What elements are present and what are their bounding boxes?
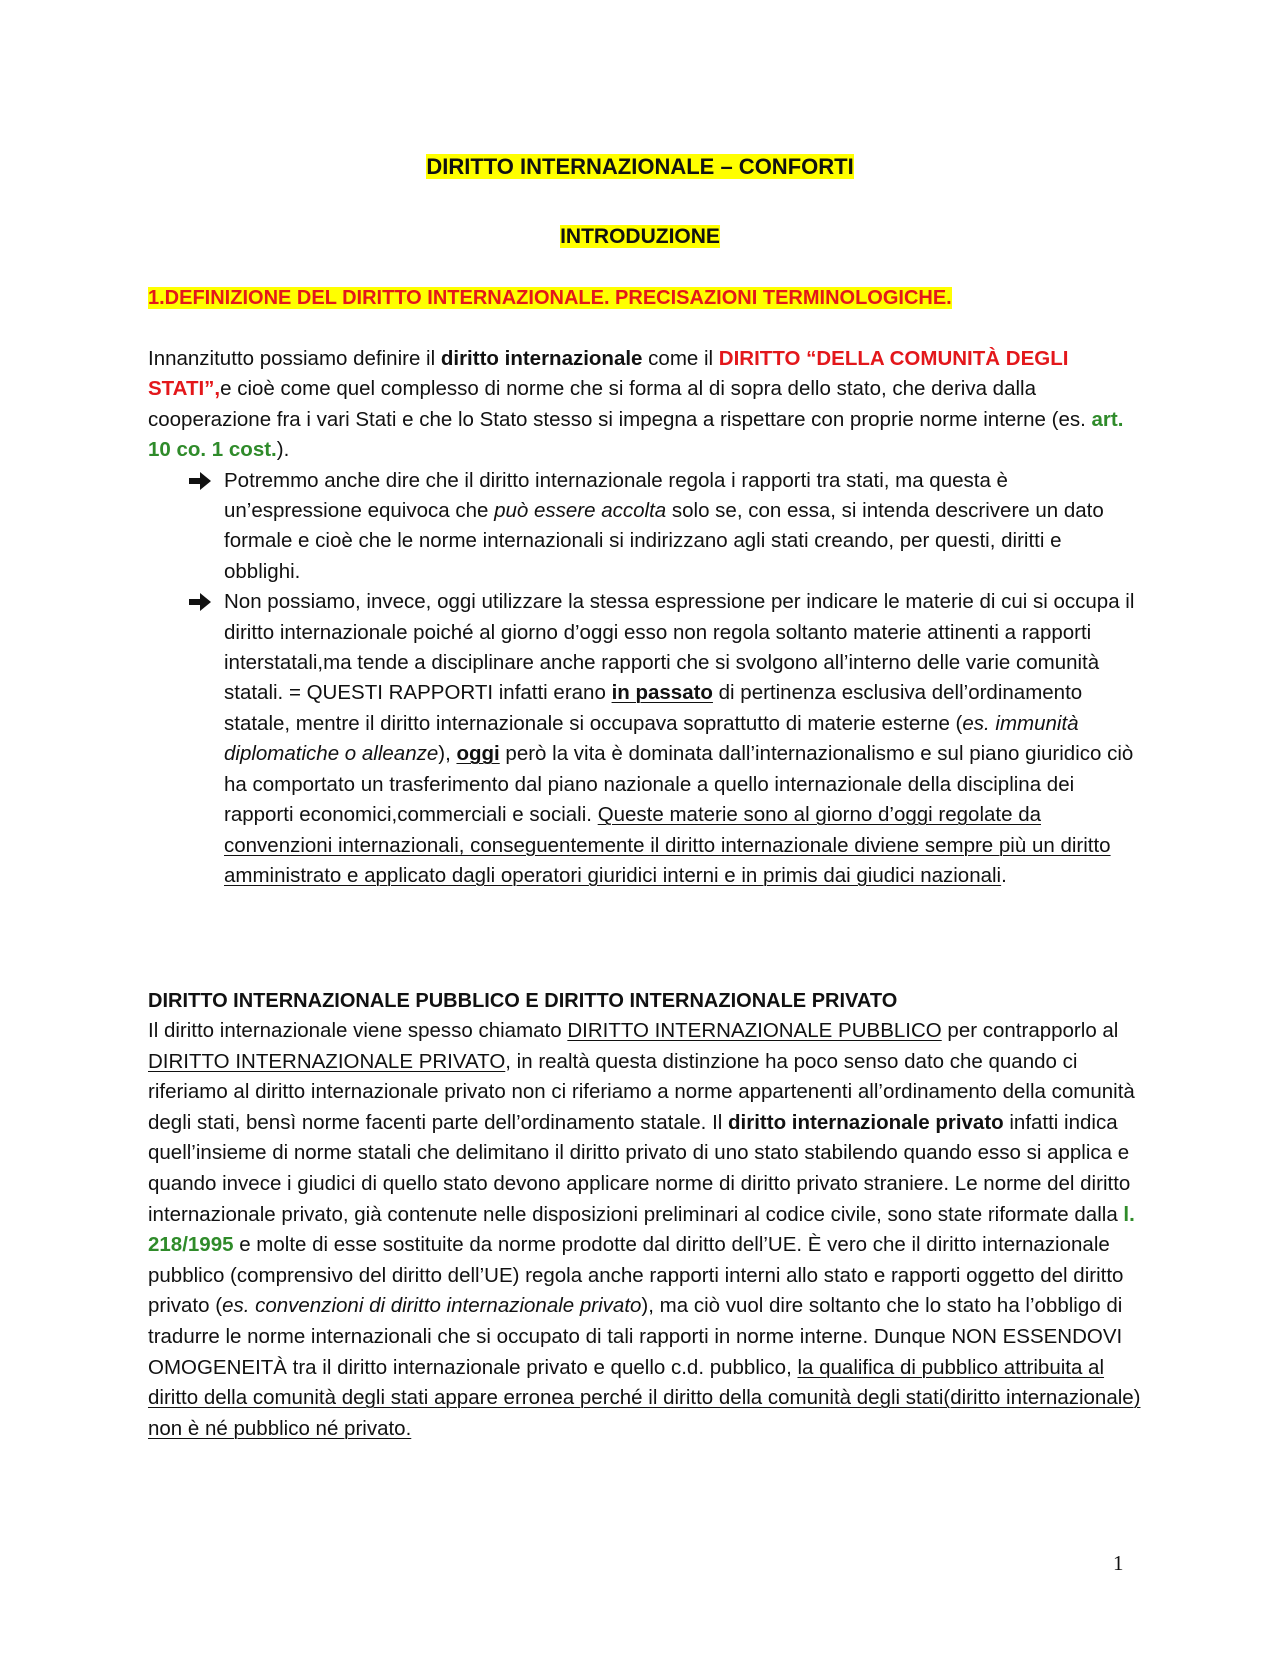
section2-heading: DIRITTO INTERNAZIONALE PUBBLICO E DIRITTO INTERNAZIONALE PRIVATO bbox=[148, 990, 898, 1012]
bullet2-bold-oggi: oggi bbox=[456, 742, 500, 766]
intro-text-7: ). bbox=[276, 438, 290, 462]
s2-text-3: per contrapporlo al bbox=[941, 1019, 1119, 1042]
bullet2-text-5: ), bbox=[438, 742, 457, 766]
bullet1-text-1: Potremmo anche dire che il diritto internazionale regola i rapporti tra stati, ma questa è un’espressione equivoca che bbox=[224, 468, 1008, 523]
intro-text-3: come il bbox=[642, 347, 719, 370]
bullet2-italic: es. immunità diplomatiche o alleanze bbox=[224, 711, 1079, 766]
document-subtitle bbox=[0, 222, 1280, 252]
s2-green-ref: l. 218/1995 bbox=[148, 1202, 1135, 1257]
section1-body bbox=[148, 344, 1138, 891]
section2-paragraph bbox=[148, 1016, 1148, 1444]
right-arrow-icon bbox=[188, 591, 212, 613]
right-arrow-icon bbox=[188, 470, 212, 492]
s2-text-11: ), ma ciò vuol dire soltanto che lo stato ha l’obbligo di tradurre le norme internazionali che si occupato di tali rapporti in norme interne. Dunque NON ESSENDOVI OMOGENEITÀ tra il diritto internazionale privato e quello c.d. pubblico, bbox=[148, 1294, 1123, 1379]
bullet2-bold-underlined: in passato bbox=[611, 681, 713, 705]
s2-underlined-conclusion: la qualifica di pubblico attribuita al diritto della comunità degli stati appare erronea perché il diritto della comunità degli stati(diritto internazionale) non è né pubblico né privato. bbox=[148, 1355, 1141, 1440]
section2-body bbox=[148, 1016, 1148, 1444]
section1-heading-text: 1.DEFINIZIONE DEL DIRITTO INTERNAZIONALE. PRECISAZIONI TERMINOLOGICHE. bbox=[148, 287, 952, 309]
document-title bbox=[0, 152, 1280, 182]
bullet1-italic: può essere accolta bbox=[494, 499, 667, 523]
document-subtitle-text: INTRODUZIONE bbox=[560, 225, 720, 248]
s2-underlined-pubblico: DIRITTO INTERNAZIONALE PUBBLICO bbox=[567, 1019, 942, 1042]
s2-text-9: e molte di esse sostituite da norme prodotte dal diritto dell’UE. È vero che il diritto internazionale pubblico (comprensivo del diritto dell’UE) regola anche rapporti interni allo stato e rapporti oggetto del diritto privato ( bbox=[148, 1233, 1124, 1318]
intro-green-ref: art. 10 co. 1 cost. bbox=[148, 407, 1124, 462]
s2-italic: es. convenzioni di diritto internazionale privato bbox=[222, 1294, 642, 1318]
document-title-text: DIRITTO INTERNAZIONALE – CONFORTI bbox=[426, 154, 854, 179]
page-number: 1 bbox=[1113, 1551, 1124, 1575]
bullet2-text-3: di pertinenza esclusiva dell’ordinamento statale, mentre il diritto internazionale si occupava soprattutto di materie esterne ( bbox=[224, 681, 1083, 735]
intro-text-5: e cioè come quel complesso di norme che si forma al di sopra dello stato, che deriva dalla cooperazione fra i vari Stati e che lo Stato stesso si impegna a rispettare con proprie norme interne (es. bbox=[148, 377, 1092, 431]
s2-text-5: , in realtà questa distinzione ha poco senso dato che quando ci riferiamo al diritto internazionale privato non ci riferiamo a norme appartenenti all’ordinamento della comunità degli stati, bensì norme facenti parte dell’ordinamento statale. Il bbox=[148, 1049, 1135, 1134]
bullet-item-1 bbox=[148, 466, 1138, 588]
section1-heading bbox=[148, 283, 952, 313]
intro-bold-term: diritto internazionale bbox=[440, 347, 643, 370]
section1-intro-paragraph bbox=[148, 344, 1138, 466]
bullet2-text-7: però la vita è dominata dall’internazionalismo e sul piano giuridico ciò ha comportato un trasferimento dal piano nazionale a quello internazionale della disciplina dei rapporti economici,commerciali e sociali. bbox=[224, 742, 1134, 827]
s2-text-7: infatti indica quell’insieme di norme statali che delimitano il diritto privato di uno stato stabilendo quando esso si applica e quando invece i giudici di quello stato devono applicare norme di diritto privato straniere. Le norme del diritto internazionale privato, già contenute nelle disposizioni preliminari al codice civile, sono state riformate dalla bbox=[148, 1110, 1131, 1226]
intro-text-1: Innanzitutto possiamo definire il bbox=[148, 347, 441, 370]
bullet2-underlined: Queste materie sono al giorno d’oggi regolate da convenzioni internazionali, conseguentemente il diritto internazionale diviene sempre più un diritto amministrato e applicato dagli operatori giuridici interni e in primis dai giudici nazionali bbox=[224, 803, 1111, 887]
s2-underlined-privato: DIRITTO INTERNAZIONALE PRIVATO bbox=[148, 1049, 506, 1073]
bullet2-text-9: . bbox=[1001, 863, 1007, 887]
bullet-item-2 bbox=[148, 587, 1138, 891]
s2-bold-term: diritto internazionale privato bbox=[728, 1110, 1004, 1134]
bullet1-text-3: solo se, con essa, si intenda descrivere un dato formale e cioè che le norme internazionali si indirizzano agli stati creando, per questi, diritti e obblighi. bbox=[224, 499, 1104, 583]
bullet2-text-1: Non possiamo, invece, oggi utilizzare la stessa espressione per indicare le materie di cui si occupa il diritto internazionale poiché al giorno d’oggi esso non regola soltanto materie attinenti a rapporti interstatali,ma tende a disciplinare anche rapporti che si svolgono all’interno delle varie comunità statali. = QUESTI RAPPORTI infatti erano bbox=[224, 590, 1135, 705]
s2-text-1: Il diritto internazionale viene spesso chiamato bbox=[148, 1019, 568, 1042]
intro-red-term: DIRITTO “DELLA COMUNITÀ DEGLI STATI”, bbox=[148, 347, 1069, 401]
